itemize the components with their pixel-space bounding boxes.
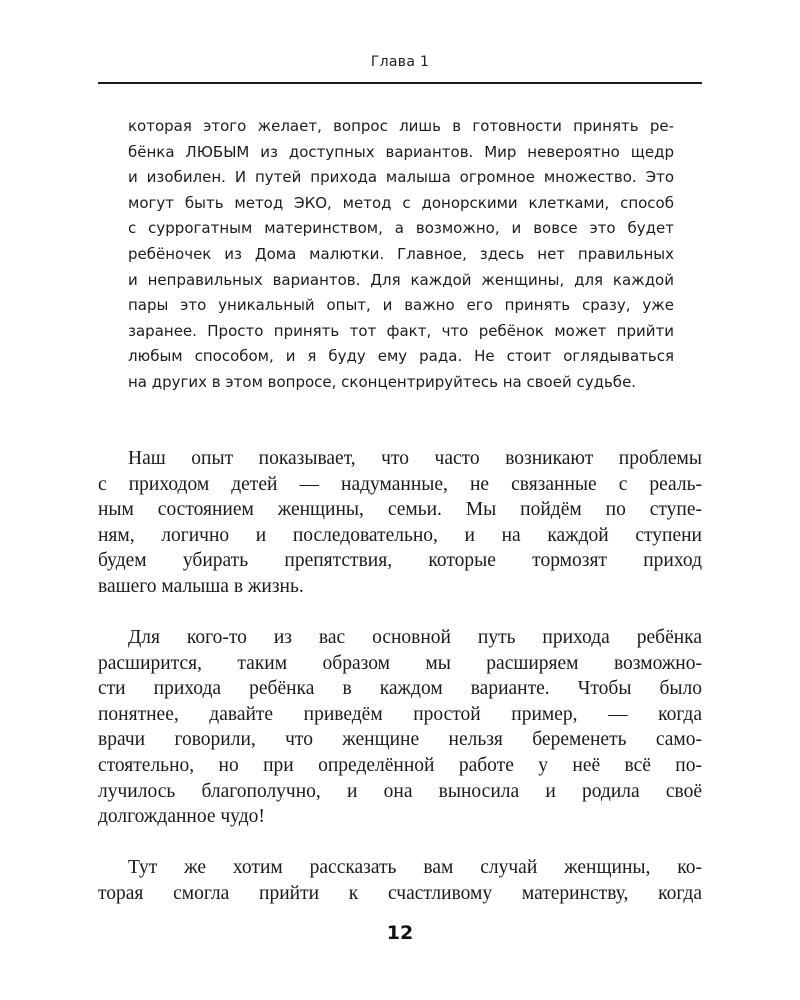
quote-line: могут быть метод ЭКО, метод с донорскими клетками, способ [128, 193, 674, 212]
paragraph-line: будем убирать препятствия, которые тормозят приход [98, 550, 702, 572]
body-paragraph-1 [98, 446, 702, 600]
quote-line: и неправильных вариантов. Для каждой женщины, для каждой [128, 270, 674, 289]
quote-line: ребёночек из Дома малютки. Главное, здесь нет правильных [128, 244, 674, 263]
page-number: 12 [386, 922, 414, 944]
quote-line: и изобилен. И путей прихода малыша огромное множество. Это [128, 168, 674, 187]
paragraph-line: сти прихода ребёнка в каждом варианте. Чтобы было [98, 678, 702, 700]
quote-block [128, 114, 674, 396]
body-paragraph-2 [98, 625, 702, 830]
paragraph-line: ным состоянием женщины, семьи. Мы пойдём по ступе- [98, 499, 702, 521]
quote-line: с суррогатным материнством, а возможно, и вовсе это будет [128, 219, 674, 238]
paragraph-line: ням, логично и последовательно, и на каждой ступени [98, 524, 702, 546]
running-head-chapter: Глава 1 [370, 54, 430, 70]
paragraph-line: врачи говорили, что женщине нельзя беременеть само- [98, 729, 702, 751]
quote-line: которая этого желает, вопрос лишь в готовности принять ре- [128, 117, 674, 135]
quote-line: на других в этом вопросе, сконцентрируйтесь на своей судьбе. [128, 372, 637, 391]
paragraph-line: понятнее, давайте приведём простой пример, — когда [98, 703, 702, 725]
quote-line: пары это уникальный опыт, и важно его принять сразу, уже [128, 296, 674, 315]
paragraph-line: расширится, таким образом мы расширяем возможно- [98, 652, 702, 674]
paragraph-line: вашего малыша в жизнь. [98, 575, 304, 597]
paragraph-line: стоятельно, но при определённой работе у неё всё по- [98, 754, 702, 776]
paragraph-line: Тут же хотим рассказать вам случай женщины, ко- [128, 857, 702, 878]
quote-line: бёнка ЛЮБЫМ из доступных вариантов. Мир невероятно щедр [128, 142, 674, 161]
quote-line: любым способом, и я буду ему рада. Не стоит оглядываться [128, 347, 674, 366]
paragraph-line: Наш опыт показывает, что часто возникают проблемы [128, 448, 702, 469]
paragraph-line: долгожданное чудо! [98, 806, 265, 828]
body-paragraph-3 [98, 855, 702, 906]
paragraph-line: лучилось благополучно, и она выносила и родила своё [98, 780, 702, 802]
paragraph-line: с приходом детей — надуманные, не связанные с реаль- [98, 473, 702, 495]
paragraph-line: Для кого-то из вас основной путь прихода ребёнка [128, 627, 702, 648]
paragraph-line: торая смогла прийти к счастливому материнству, когда [98, 882, 702, 904]
quote-line: заранее. Просто принять тот факт, что ребёнок может прийти [128, 321, 674, 340]
header-divider [98, 82, 702, 84]
